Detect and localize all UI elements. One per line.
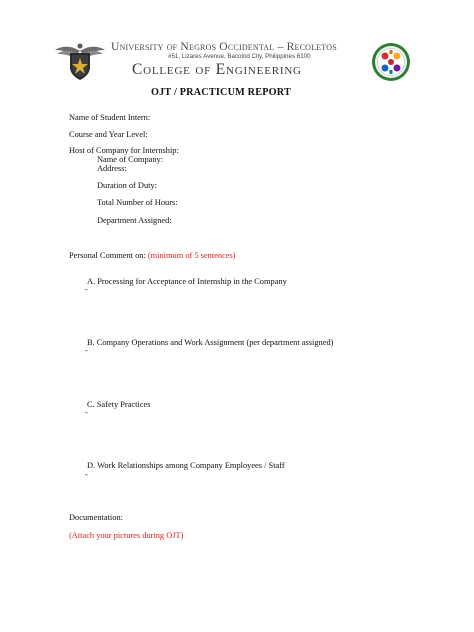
section-b-dash: - — [85, 346, 88, 355]
personal-comment-note: (minimum of 5 sentences) — [147, 251, 236, 260]
department-label: Department Assigned: — [97, 216, 172, 225]
college-name: College of Engineering — [132, 61, 302, 78]
university-seal-logo-icon — [53, 41, 107, 81]
course-year-label: Course and Year Level: — [69, 130, 148, 139]
host-company-label: Host of Company for Internship: — [69, 146, 179, 155]
student-name-label: Name of Student Intern: — [69, 113, 151, 122]
company-name-label: Name of Company: — [97, 155, 164, 164]
section-b-label: B. Company Operations and Work Assignment (per department assigned) — [87, 338, 334, 347]
documentation-note: (Attach your pictures during OJT) — [69, 531, 184, 540]
documentation-label: Documentation: — [69, 513, 123, 522]
total-hours-label: Total Number of Hours: — [97, 198, 178, 207]
section-a-dash: - — [85, 285, 88, 294]
personal-comment-label: Personal Comment on: — [69, 251, 146, 260]
section-c-label: C. Safety Practices — [87, 400, 151, 409]
section-d-label: D. Work Relationships among Company Employees / Staff — [87, 461, 285, 470]
section-a-label: A. Processing for Acceptance of Internship in the Company — [87, 277, 287, 286]
company-address-label: Address: — [97, 164, 127, 173]
duration-label: Duration of Duty: — [97, 181, 158, 190]
university-name: University of Negros Occidental – Recoletos — [111, 40, 337, 53]
university-address: #51, Lizares Avenue, Bacolod City, Philippines 6100 — [168, 53, 311, 60]
section-c-dash: - — [85, 408, 88, 417]
report-title: OJT / PRACTICUM REPORT — [151, 87, 291, 98]
college-seal-logo-icon — [371, 42, 411, 82]
section-d-dash: - — [85, 470, 88, 479]
personal-comment-line — [69, 251, 236, 261]
